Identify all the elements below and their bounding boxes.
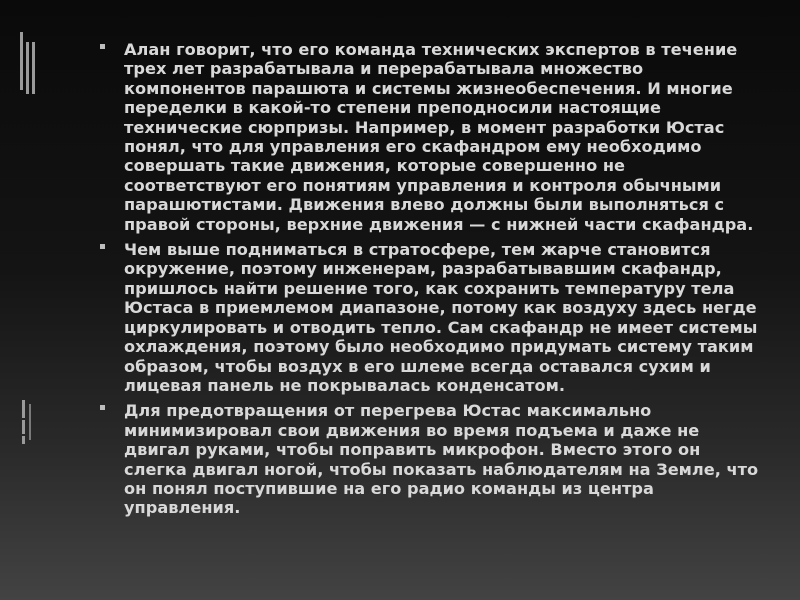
bullet-text: Чем выше подниматься в стратосфере, тем жарче становится окружение, поэтому инженерам, разрабатывавшим скафандр, пришлось найти решение того, как сохранить температуру тела Юстаса в приемлемом диапазоне, потому как воздуху здесь негде циркулировать и отводить тепло. Сам скафандр не имеет системы охлаждения, поэтому было необходимо придумать систему таким образом, чтобы воздух в его шлеме всегда оставался сухим и лицевая панель не покрывалась конденсатом.: [124, 240, 758, 395]
decor-bar: [29, 404, 31, 440]
decor-bar: [22, 420, 25, 434]
bullet-text: Для предотвращения от перегрева Юстас максимально минимизировал свои движения во время подъема и даже не двигал руками, чтобы поправить микрофон. Вместо этого он слегка двигал ногой, чтобы показать наблюдателям на Земле, что он понял поступившие на его радио команды из центра управления.: [124, 401, 759, 518]
slide-content: [100, 40, 760, 524]
decor-bar: [20, 32, 23, 90]
bullet-icon: [100, 44, 105, 49]
bullet-text: Алан говорит, что его команда технических экспертов в течение трех лет разрабатывала и перерабатывала множество компонентов парашюта и системы жизнеобеспечения. И многие переделки в какой-то степени преподносили настоящие технические сюрпризы. Например, в момент разработки Юстас понял, что для управления его скафандром ему необходимо совершать такие движения, которые совершенно не соответствуют его понятиям управления и контроля обычными парашютистами. Движения влево должны были выполняться с правой стороны, верхние движения — с нижней части скафандра.: [124, 40, 754, 234]
decor-bar: [26, 42, 29, 94]
bullet-icon: [100, 244, 105, 249]
decor-bar: [22, 436, 25, 444]
slide-decoration: [0, 0, 40, 600]
bullet-item: [100, 240, 760, 395]
bullet-item: [100, 401, 760, 517]
bullet-list: [100, 40, 760, 518]
bullet-icon: [100, 405, 105, 410]
decor-bar: [32, 42, 35, 94]
decor-bar: [22, 400, 25, 418]
bullet-item: [100, 40, 760, 234]
